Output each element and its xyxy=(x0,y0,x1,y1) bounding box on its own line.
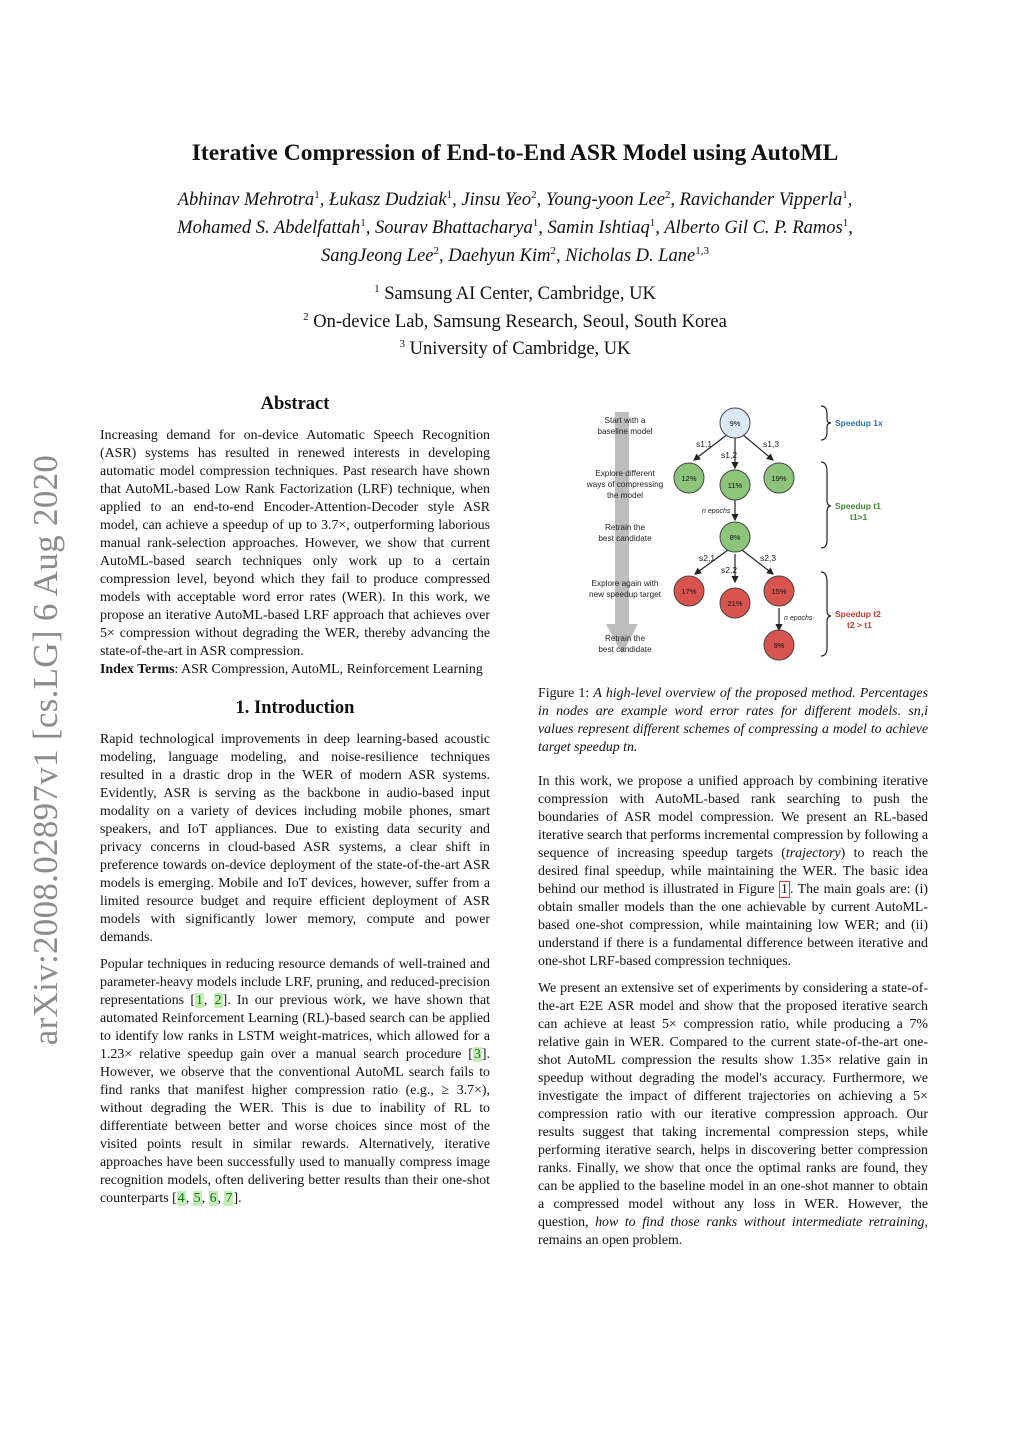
edge-label: s2,2 xyxy=(721,565,738,575)
author: Young-yoon Lee$^2$ xyxy=(545,189,671,211)
right-paragraph-2: We present an extensive set of experiments by considering a state-of-the-art E2E ASR model and show that the proposed iterative search can achieve at least 5× compression ratio, while producing a 7% relative gain in WER. Compared to the current state-of-the-art one-shot AutoML compression the results show 1.35× relative gain in speedup without degrading the model's accuracy. Furthermore, we investigate the impact of different trajectories on achieving a 5× compression ratio with our iterative compression approach. Our results suggest that taking incremental compression steps, while performing iterative search, helps in discovering better compression ranks. Finally, we show that once the optimal ranks are found, they can be applied to the baseline model in an one-shot manner to obtain a compressed model without any loss in WER. However, the question, how to find those ranks without intermediate retraining, remains an open problem. xyxy=(538,981,928,1248)
edge-label: s2,3 xyxy=(760,553,777,563)
right-column xyxy=(538,685,928,1259)
citation-link[interactable]: 1 xyxy=(195,993,203,1008)
paper-title: Iterative Compression of End-to-End ASR Model using AutoML xyxy=(191,140,839,166)
author: Nicholas D. Lane$^{1,3}$ xyxy=(565,245,710,267)
author: Daehyun Kim$^2$ xyxy=(448,245,556,267)
intro-paragraph-1: Rapid technological improvements in deep learning-based acoustic modeling, language modeling, and noise-resilience techniques resulted in a drastic drop in the WER of modern ASR systems. Evidently, ASR is serving as the backbone in audio-based input modality on a variety of devices including mobile phones, smart speakers, and IoT appliances. Due to existing data security and privacy concerns in cloud-based ASR systems, a clear shift in preference towards on-device deployment of the state-of-the-art ASR models is emerging. Mobile and IoT devices, however, suffer from a limited resource budget and require efficient deployment of ASR models with significantly lower memory, compute and power demands. xyxy=(100,732,490,945)
arxiv-id: arXiv:2008.02897v1 [cs.LG] 6 Aug 2020 xyxy=(26,454,66,1046)
author: Sourav Bhattacharya$^1$ xyxy=(375,217,539,239)
bracket xyxy=(821,462,831,548)
step-label: baseline model xyxy=(597,427,653,436)
step-label: ways of compressing xyxy=(586,480,664,489)
node-wer: 21% xyxy=(727,599,743,608)
node-wer: 8% xyxy=(729,533,741,542)
author: Jinsu Yeo$^2$ xyxy=(461,189,537,211)
citation-link[interactable]: 4 xyxy=(177,1191,185,1206)
node-wer: 19% xyxy=(771,474,787,483)
node-wer: 9% xyxy=(773,641,785,650)
edge-label: n epochs xyxy=(702,508,731,515)
edge-label: s1,1 xyxy=(696,439,713,449)
author: Samin Ishtiaq$^1$ xyxy=(547,217,656,239)
affiliation: $^3$ University of Cambridge, UK xyxy=(399,338,631,360)
affiliation: $^2$ On-device Lab, Samsung Research, Seoul, South Korea xyxy=(303,310,727,332)
left-column xyxy=(100,395,490,1217)
index-terms-label: Index Terms xyxy=(100,662,175,677)
author: Abhinav Mehrotra$^1$ xyxy=(177,189,320,211)
edge-label: n epochs xyxy=(784,615,813,622)
author: Ravichander Vipperla$^1$ xyxy=(679,189,848,211)
edge-label: s1,2 xyxy=(721,450,738,460)
bracket xyxy=(821,406,831,440)
speedup-label: Speedup 1x xyxy=(835,418,883,428)
node-wer: 17% xyxy=(681,587,697,596)
abstract-heading: Abstract xyxy=(260,394,330,414)
author: SangJeong Lee$^2$ xyxy=(320,245,439,267)
citation-link[interactable]: 7 xyxy=(225,1191,233,1206)
step-label: best candidate xyxy=(598,645,652,654)
affiliation-list xyxy=(200,278,830,361)
citation-link[interactable]: 5 xyxy=(193,1191,201,1206)
step-label: Explore again with xyxy=(591,579,659,588)
introduction-heading: 1. Introduction xyxy=(235,698,355,718)
step-label: Retrain the xyxy=(604,634,646,643)
citation-link[interactable]: 6 xyxy=(209,1191,217,1206)
node-wer: 12% xyxy=(681,474,697,483)
figure-1-diagram xyxy=(575,402,905,667)
citation-link[interactable]: 3 xyxy=(473,1047,481,1062)
step-label: new speedup target xyxy=(589,590,661,599)
author-list: Abhinav Mehrotra$^1$, Łukasz Dudziak$^1$, Jinsu Yeo$^2$, Young-yoon Lee$^2$, Ravichander Vipperla$^1$, Mohamed S. Abdelfattah$^1$, Sourav Bhattacharya$^1$, Samin Ishtiaq$^1$, Alberto Gil C. P. Ramos$^1$, SangJeong Lee$^2$, Daehyun Kim$^2$, Nicholas D. Lane$^{1,3}$ xyxy=(177,189,853,267)
speedup-label: t1>1 xyxy=(850,512,868,522)
step-label: Explore different xyxy=(595,469,655,478)
step-label: best candidate xyxy=(598,534,652,543)
step-label: Retrain the xyxy=(604,523,646,532)
speedup-label: Speedup t2 xyxy=(835,609,881,619)
citation-link[interactable]: 2 xyxy=(214,993,222,1008)
speedup-label: t2 > t1 xyxy=(847,620,872,630)
author: Mohamed S. Abdelfattah$^1$ xyxy=(177,217,366,239)
node-wer: 15% xyxy=(771,587,787,596)
intro-paragraph-2: Popular techniques in reducing resource demands of well-trained and parameter-heavy models include LRF, pruning, and reduced-precision representations [1, 2]. In our previous work, we have shown that automated Reinforcement Learning (RL)-based search can be applied to identify low ranks in LSTM weight-matrices, which allowed for a 1.23× relative speedup gain over a manual search procedure [3]. However, we observe that the conventional AutoML search fails to find ranks that manifest higher compression ratio (e.g., ≥ 3.7×), without degrading the WER. This is due to inability of RL to differentiate between better and worse choices since most of the visited points result in similar rewards. Alternatively, iterative approaches have been successfully used to manually compress image recognition models, often delivering better results than their one-shot counterparts [4, 5, 6, 7]. xyxy=(100,957,490,1206)
step-label: the model xyxy=(607,491,643,500)
figure-1-caption: Figure 1: A high-level overview of the proposed method. Percentages in nodes are example word error rates for different models. sn,i values represent different schemes of compressing a model to achieve target speedup tn. xyxy=(538,686,928,755)
abstract-text: Increasing demand for on-device Automatic Speech Recognition (ASR) systems has resulted in renewed interests in developing automatic model compression techniques. Past research have shown that AutoML-based Low Rank Factorization (LRF) technique, when applied to an end-to-end Encoder-Attention-Decoder style ASR model, can achieve a speedup of up to 3.7×, outperforming laborious manual rank-selection approaches. However, we show that current AutoML-based search techniques only work up to a certain compression level, beyond which they fail to produce compressed models with acceptable word error rates (WER). In this work, we propose an iterative AutoML-based LRF approach that achieves over 5× compression without degrading the WER, thereby advancing the state-of-the-art in ASR compression. Index Terms: ASR Compression, AutoML, Reinforcement Learning xyxy=(100,428,490,677)
node-wer: 11% xyxy=(727,481,743,490)
bracket xyxy=(821,572,831,656)
arxiv-sidebar-stamp xyxy=(18,455,74,1045)
author: Alberto Gil C. P. Ramos$^1$ xyxy=(664,217,849,239)
speedup-label: Speedup t1 xyxy=(835,501,881,511)
affiliation: $^1$ Samsung AI Center, Cambridge, UK xyxy=(374,283,656,305)
step-label: Start with a xyxy=(604,416,646,425)
method-overview-diagram xyxy=(575,402,905,667)
author: Łukasz Dudziak$^1$ xyxy=(328,189,453,211)
figure-reference-link[interactable]: 1 xyxy=(780,882,788,897)
node-wer: 9% xyxy=(729,419,741,428)
right-paragraph-1: In this work, we propose a unified approach by combining iterative compression with AutoML-based rank searching to push the boundaries of ASR model compression. We present an RL-based iterative search that performs incremental compression by following a sequence of increasing speedup targets (trajectory) to reach the desired final speedup, while maintaining the WER. The basic idea behind our method is illustrated in Figure 1 . The main goals are: (i) obtain smaller models than the one achievable by current AutoML-based one-shot compression, while maintaining low WER; and (ii) understand if there is a fundamental difference between iterative and one-shot LRF-based compression techniques. xyxy=(538,774,928,969)
edge-label: s2,1 xyxy=(699,553,716,563)
edge-label: s1,3 xyxy=(763,439,780,449)
